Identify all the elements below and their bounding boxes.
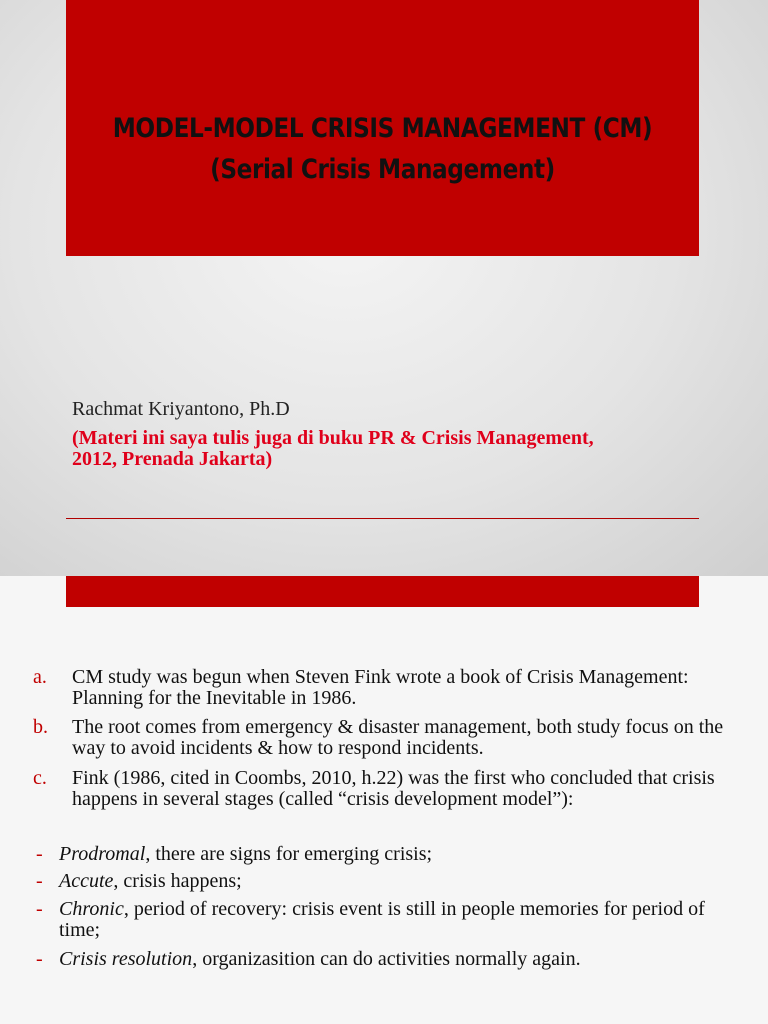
stage-term: Accute — [59, 870, 114, 892]
stage-text — [59, 844, 743, 865]
source-note: (Materi ini saya tulis juga di buku PR & Crisis Management, 2012, Prenada Jakarta) — [72, 427, 594, 470]
title-banner — [66, 0, 699, 256]
title-line-1: MODEL-MODEL CRISIS MANAGEMENT (CM) — [112, 113, 653, 144]
slide-bottom-bar — [66, 576, 699, 607]
list-item-a — [33, 667, 743, 709]
dash-marker: - — [36, 843, 43, 865]
dash-marker: - — [36, 898, 43, 920]
list-item-text: CM study was begun when Steven Fink wrote a book of Crisis Management: Planning for the Inevitable in 1986. — [72, 666, 689, 709]
list-marker: a. — [33, 666, 47, 688]
divider-line — [66, 518, 699, 519]
stage-description: , period of recovery: crisis event is still in people memories for period of time; — [59, 898, 705, 941]
stage-text — [59, 871, 743, 892]
slide-title — [110, 108, 654, 190]
list-marker: b. — [33, 716, 48, 738]
stage-text — [59, 949, 743, 970]
list-item-text: Fink (1986, cited in Coombs, 2010, h.22) was the first who concluded that crisis happens in several stages (called “crisis development model”): — [72, 767, 715, 810]
stage-item-crisis-resolution — [33, 949, 743, 970]
list-item-text: The root comes from emergency & disaster management, both study focus on the way to avoid incidents & how to respond incidents. — [72, 716, 724, 759]
stage-term: Prodromal — [59, 843, 146, 865]
list-item-b — [33, 717, 743, 759]
title-line-2: (Serial Crisis Management) — [210, 154, 555, 185]
stage-description: , there are signs for emerging crisis; — [145, 843, 433, 865]
stage-item-prodromal — [33, 844, 743, 865]
stage-term: Chronic — [59, 898, 124, 920]
content-slide — [0, 607, 768, 1024]
dash-marker: - — [36, 870, 43, 892]
list-marker: c. — [33, 767, 47, 789]
stage-item-chronic — [33, 899, 743, 941]
stage-description: , crisis happens; — [113, 870, 242, 892]
author-name: Rachmat Kriyantono, Ph.D — [72, 398, 290, 420]
stage-item-accute — [33, 871, 743, 892]
list-item-c — [33, 768, 743, 810]
stage-text — [59, 899, 743, 941]
dash-marker: - — [36, 948, 43, 970]
stage-description: , organizasition can do activities normally again. — [192, 948, 581, 970]
stage-term: Crisis resolution — [59, 948, 193, 970]
